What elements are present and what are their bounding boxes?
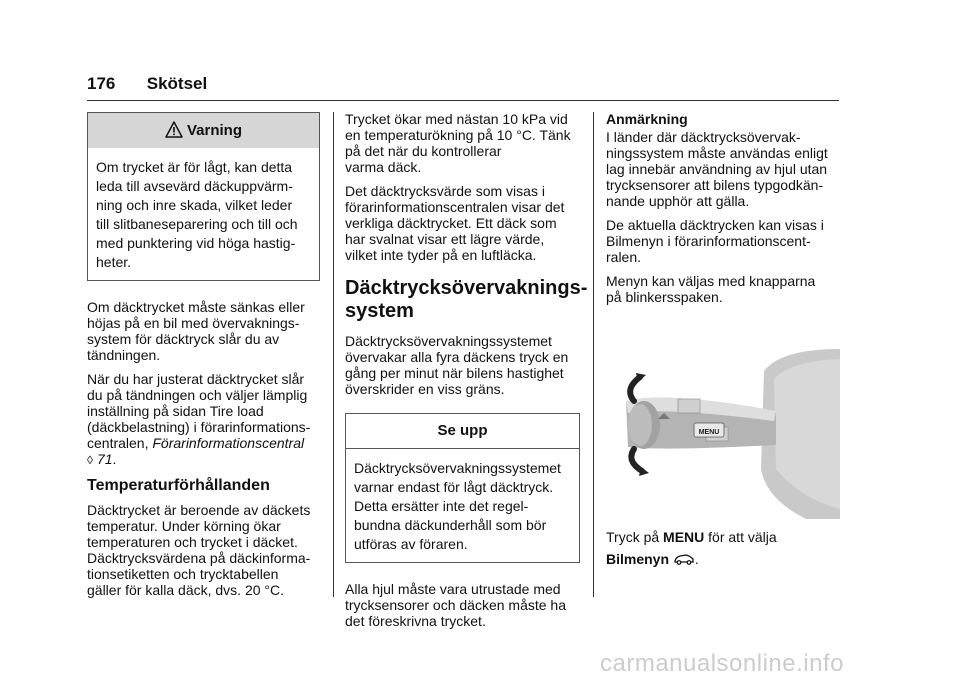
text-line: tionsetiketten och trycktabellen [87,566,279,582]
text-line: Menyn kan väljas med knapparna [606,273,816,289]
cross-reference-title[interactable]: Förarinformationscentral [152,435,305,451]
text-line: Bilmenyn i förarinformationscent- [606,233,811,249]
column-2 [345,111,588,637]
warning-icon [165,121,183,138]
car-icon [673,553,695,565]
warning-line: till slitbaneseparering och till och [96,216,298,232]
warning-line: med punktering vid höga hastig- [96,235,296,251]
vehicle-menu-keyword: Bilmenyn [606,551,670,567]
warning-line: heter. [96,254,132,270]
text-line: (däckbelastning) i förarinformations- [87,419,311,435]
text-line: Däcktrycksövervakningssystemet [345,333,552,349]
text-line: varma däck. [345,159,422,175]
text-line: tändningen. [87,347,161,363]
watermark: carmanualsonline.info [600,650,844,677]
paragraph [87,502,320,598]
text-line: Däcktrycket är beroende av däckets [87,502,311,518]
lever-svg [606,349,840,519]
text-line: ningssystem måste användas enligt [606,145,828,161]
column-divider [593,112,594,597]
section-title: Skötsel [146,74,208,93]
page-header [87,74,207,94]
text-line: du på tändningen och väljer lämplig [87,387,308,403]
text-line: nande upphör att gälla. [606,193,750,209]
text-line: centralen, [87,435,153,451]
warning-title-text: Varning [186,122,242,139]
text-line: verkliga däcktrycket. Ett däck som [345,215,557,231]
text-line: en temperaturökning på 10 °C. Tänk [345,127,571,143]
warning-body [88,148,319,280]
warning-line: leda till avsevärd däckuppvärm- [96,178,293,194]
text-line: gäller för kalla däck, dvs. 20 °C. [87,582,285,598]
cross-reference-page[interactable]: 71 [96,451,113,467]
paragraph [345,581,580,629]
text-line: inställning på sidan Tire load [87,403,264,419]
note-title: Anmärkning [606,111,688,127]
text-line: Däcktrycksvärdena på däckinforma- [87,550,311,566]
text-line: Alla hjul måste vara utrustade med [345,581,561,597]
paragraph [345,111,580,175]
text-line: När du har justerat däcktrycket slår [87,371,305,387]
heading-temperature: Temperaturförhållanden [87,477,270,494]
warning-line: Om trycket är för lågt, kan detta [96,159,293,175]
warning-title [88,113,319,148]
text-line: trycksensorer och däcken måste ha [345,597,566,613]
text-line: överskrider en viss gräns. [345,381,505,397]
text-line: vilket inte tyder på en luftläcka. [345,247,537,263]
text-line: övervakar alla fyra däckens tryck en [345,349,569,365]
page-reference-icon: ◊ [87,453,93,467]
turn-signal-lever-illustration [606,349,840,519]
text-line: Det däcktrycksvärde som visas i [345,183,545,199]
text-line: system för däcktryck slår du av [87,331,280,347]
paragraph [606,551,840,567]
caution-line: varnar endast för lågt däcktryck. [354,479,554,495]
caution-line: Detta ersätter inte det regel- [354,498,529,514]
punctuation: . [112,451,117,467]
menu-keyword: MENU [663,529,705,545]
text-line: förarinformationscentralen visar det [345,199,565,215]
paragraph [345,183,580,263]
heading-line: Däcktrycksövervaknings- [345,277,588,299]
text-line: temperaturen och trycket i däcket. [87,534,298,550]
text-line: på det när du kontrollerar [345,143,502,159]
text-line: ralen. [606,249,642,265]
text-line: det föreskrivna trycket. [345,613,486,629]
caution-title: Se upp [346,414,579,449]
text-line: Om däcktrycket måste sänkas eller [87,299,305,315]
menu-button-label: MENU [698,429,720,436]
warning-box [87,112,320,281]
caution-line: bundna däckunderhåll som bör [354,517,547,533]
column-1 [87,112,320,606]
heading-line: system [345,300,414,322]
text-line: temperatur. Under körning ökar [87,518,281,534]
heading-tpms [345,277,588,323]
caution-body [346,449,579,562]
punctuation: . [694,551,699,567]
text-line: på blinkersspaken. [606,289,723,305]
caution-box [345,413,580,563]
paragraph [606,273,840,305]
paragraph [87,299,320,363]
warning-line: ning och inre skada, vilket leder [96,197,293,213]
paragraph [606,217,840,265]
paragraph [606,529,840,545]
text-line: De aktuella däcktrycken kan visas i [606,217,824,233]
caution-line: utföras av föraren. [354,536,468,552]
text-line: har svalnat visar ett lägre värde, [345,231,545,247]
column-3 [606,111,840,575]
paragraph [606,129,840,209]
paragraph [345,333,580,397]
column-divider [333,112,334,597]
text-line: höjas på en bil med övervaknings- [87,315,300,331]
text-line: lag innebär användning av hjul utan [606,161,828,177]
caution-line: Däcktrycksövervakningssystemet [354,460,561,476]
text-line: trycksensorer att bilens typgodkän- [606,177,824,193]
header-rule [87,100,839,101]
paragraph [87,371,320,468]
text-line: gång per minut när bilens hastighet [345,365,564,381]
text-line: I länder där däcktrycksövervak- [606,129,801,145]
text-line: för att välja [704,529,777,545]
text-line: Trycket ökar med nästan 10 kPa vid [345,111,568,127]
text-line: Tryck på [606,529,664,545]
page-number: 176 [87,74,116,93]
